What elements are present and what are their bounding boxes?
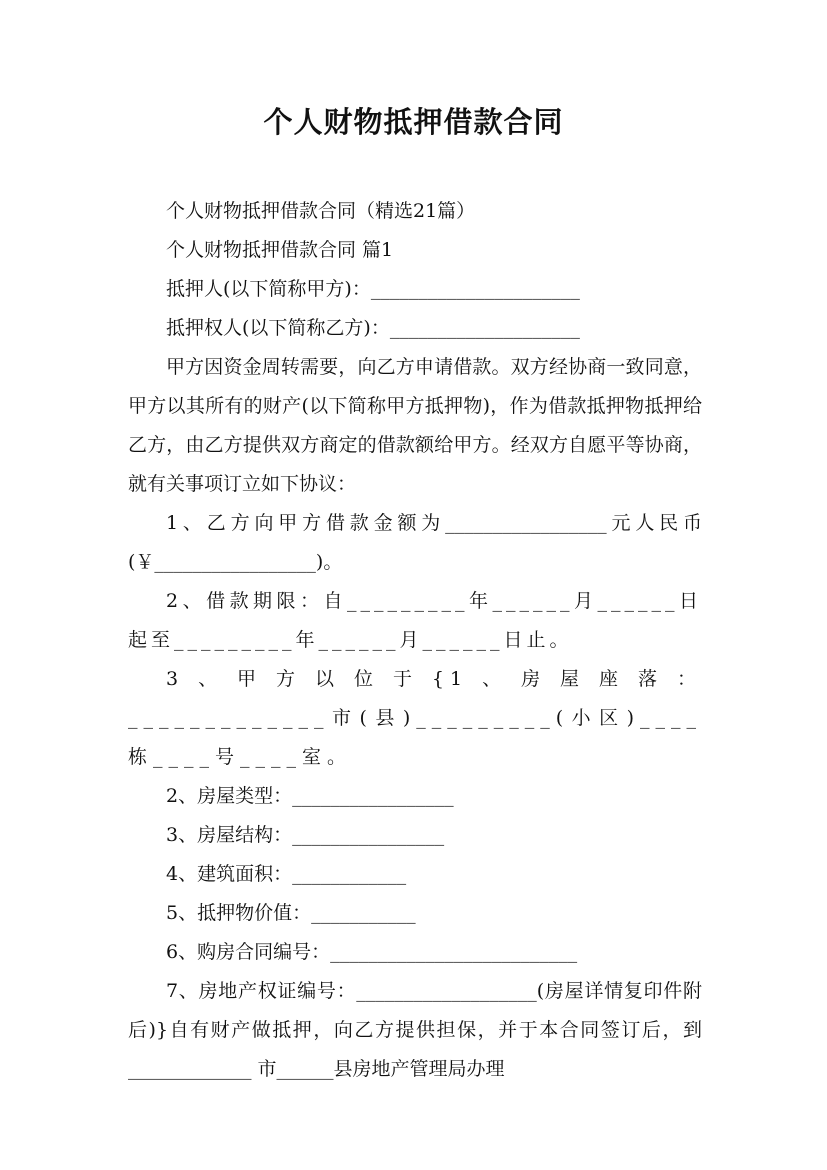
document-body [128, 192, 702, 1089]
paragraph-mortgagor: 抵押人(以下简称甲方)：______________________ [166, 278, 580, 300]
paragraph-preamble: 甲方因资金周转需要，向乙方申请借款。双方经协商一致同意，甲方以其所有的财产(以下简称甲方抵押物)，作为借款抵押物抵押给乙方，由乙方提供双方商定的借款额给甲方。经双方自愿平等协商，就有关事项订立如下协议： [128, 356, 702, 495]
paragraph-clause-2: 2、借款期限：自_________年______月______日起至_________年______月______日止。 [128, 590, 702, 651]
paragraph-purchase-contract-no: 6、购房合同编号：__________________________ [166, 941, 578, 963]
paragraph-mortgagee: 抵押权人(以下简称乙方)：____________________ [166, 317, 580, 339]
paragraph-clause-3: 3、甲方以位于{1、房屋座落：_____________市(县)_________(小区)____栋____号____室。 [128, 668, 702, 768]
paragraph-section-heading: 个人财物抵押借款合同 篇1 [166, 239, 394, 261]
paragraph-collateral-value: 5、抵押物价值：___________ [166, 902, 416, 924]
paragraph-house-structure: 3、房屋结构：________________ [166, 824, 445, 846]
paragraph-house-type: 2、房屋类型：_________________ [166, 785, 454, 807]
paragraph-property-certificate: 7、房地产权证编号：___________________(房屋详情复印件附后)}自有财产做抵押，向乙方提供担保，并于本合同签订后，到_____________ 市______县房地产管理局办理 [128, 980, 702, 1080]
document-title: 个人财物抵押借款合同 [263, 105, 564, 139]
paragraph-floor-area: 4、建筑面积：____________ [166, 863, 407, 885]
paragraph-clause-1: 1、乙方向甲方借款金额为_________________元人民币(￥_________________)。 [128, 512, 702, 573]
paragraph-subtitle: 个人财物抵押借款合同（精选21篇） [166, 200, 476, 222]
